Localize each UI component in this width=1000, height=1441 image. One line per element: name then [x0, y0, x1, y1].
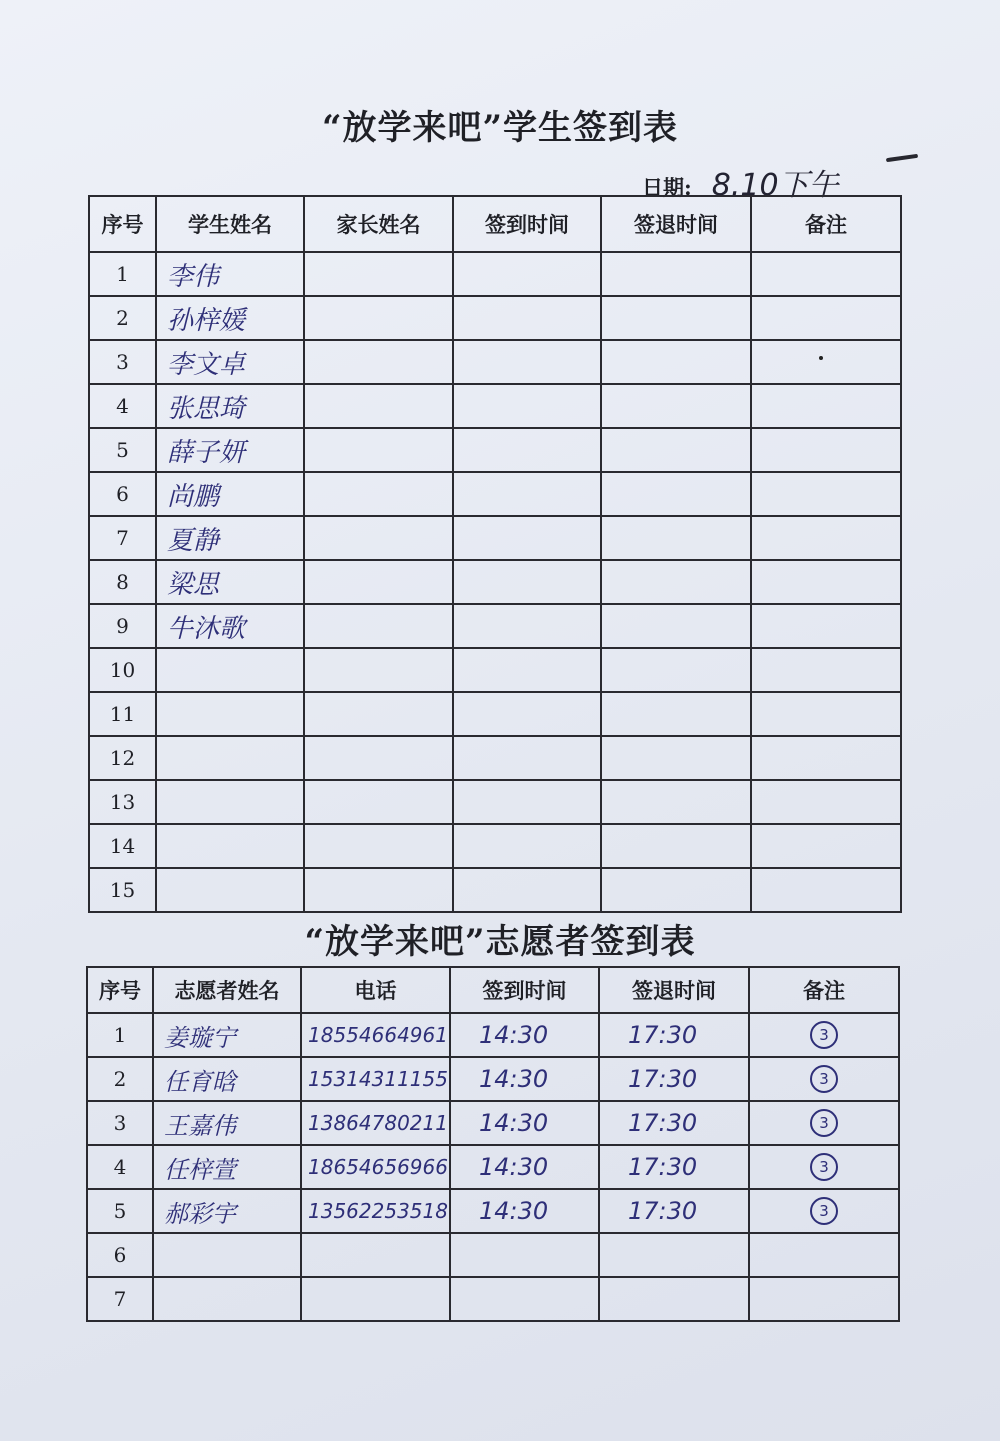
sign-out-time: 17:30 — [599, 1145, 749, 1189]
circled-number: 3 — [810, 1065, 838, 1093]
student-name: 孙梓媛 — [156, 296, 304, 340]
sign-in-cell — [453, 252, 601, 296]
row-number: 13 — [89, 780, 156, 824]
row-number: 6 — [89, 472, 156, 516]
table-row — [87, 1101, 899, 1145]
sign-in-cell — [453, 648, 601, 692]
table-row — [87, 1145, 899, 1189]
table-row — [87, 1277, 899, 1321]
sign-out-cell — [601, 780, 751, 824]
remark-cell — [749, 1013, 899, 1057]
sign-out-cell — [601, 428, 751, 472]
table-row — [89, 252, 901, 296]
date-value: 8.10下午 — [711, 168, 839, 203]
sign-in-cell — [453, 560, 601, 604]
sign-out-cell — [601, 384, 751, 428]
sign-in-cell — [453, 692, 601, 736]
remark-cell — [749, 1145, 899, 1189]
table-row — [89, 428, 901, 472]
student-header-row — [89, 196, 901, 252]
volunteer-name: 郝彩宇 — [153, 1189, 301, 1233]
pen-mark — [886, 154, 918, 162]
volunteer-header-row — [87, 967, 899, 1013]
student-sheet-title: “放学来吧”学生签到表 — [321, 108, 679, 148]
header-volunteer-name: 志愿者姓名 — [153, 967, 301, 1013]
sign-in-time — [450, 1233, 599, 1277]
parent-name-cell — [304, 648, 453, 692]
phone-number: 13562253518 — [301, 1189, 450, 1233]
row-number: 4 — [87, 1145, 153, 1189]
row-number: 7 — [89, 516, 156, 560]
remark-cell — [751, 692, 901, 736]
sign-out-time — [599, 1277, 749, 1321]
header-remark: 备注 — [751, 196, 901, 252]
sign-in-time — [450, 1277, 599, 1321]
sign-out-time: 17:30 — [599, 1013, 749, 1057]
row-number: 1 — [89, 252, 156, 296]
sign-out-cell — [601, 604, 751, 648]
table-row — [89, 824, 901, 868]
sign-out-time — [599, 1233, 749, 1277]
student-name: 夏静 — [156, 516, 304, 560]
remark-cell — [751, 736, 901, 780]
parent-name-cell — [304, 516, 453, 560]
parent-name-cell — [304, 340, 453, 384]
sign-out-cell — [601, 340, 751, 384]
student-name — [156, 736, 304, 780]
remark-cell — [751, 384, 901, 428]
circled-number: 3 — [810, 1197, 838, 1225]
sign-in-cell — [453, 472, 601, 516]
phone-number: 15314311155 — [301, 1057, 450, 1101]
table-row — [87, 1233, 899, 1277]
sign-out-cell — [601, 868, 751, 912]
circled-number: 3 — [810, 1153, 838, 1181]
sign-in-cell — [453, 384, 601, 428]
sign-out-time: 17:30 — [599, 1189, 749, 1233]
phone-number — [301, 1233, 450, 1277]
student-name: 张思琦 — [156, 384, 304, 428]
sign-in-cell — [453, 824, 601, 868]
volunteer-name — [153, 1277, 301, 1321]
header-sign-in-time: 签到时间 — [450, 967, 599, 1013]
parent-name-cell — [304, 604, 453, 648]
parent-name-cell — [304, 736, 453, 780]
remark-cell — [751, 560, 901, 604]
table-row — [89, 780, 901, 824]
parent-name-cell — [304, 296, 453, 340]
sign-in-cell — [453, 296, 601, 340]
header-sign-out-time: 签退时间 — [599, 967, 749, 1013]
student-name — [156, 868, 304, 912]
table-row — [89, 692, 901, 736]
remark-cell — [751, 472, 901, 516]
parent-name-cell — [304, 824, 453, 868]
phone-number: 18654656966 — [301, 1145, 450, 1189]
header-no: 序号 — [87, 967, 153, 1013]
remark-cell — [751, 516, 901, 560]
header-sign-out-time: 签退时间 — [601, 196, 751, 252]
row-number: 10 — [89, 648, 156, 692]
sign-in-cell — [453, 868, 601, 912]
table-row — [89, 604, 901, 648]
remark-cell — [751, 780, 901, 824]
remark-cell — [751, 252, 901, 296]
row-number: 7 — [87, 1277, 153, 1321]
table-row — [87, 1013, 899, 1057]
ink-dot — [819, 356, 823, 360]
remark-cell — [751, 340, 901, 384]
sign-in-time: 14:30 — [450, 1101, 599, 1145]
volunteer-name: 任育晗 — [153, 1057, 301, 1101]
remark-cell — [751, 428, 901, 472]
date-label: 日期: — [642, 175, 692, 200]
student-name: 尚鹏 — [156, 472, 304, 516]
sign-in-time: 14:30 — [450, 1057, 599, 1101]
student-table — [88, 195, 902, 913]
header-no: 序号 — [89, 196, 156, 252]
student-name: 梁思 — [156, 560, 304, 604]
header-remark: 备注 — [749, 967, 899, 1013]
student-name: 薛子妍 — [156, 428, 304, 472]
remark-cell — [749, 1277, 899, 1321]
volunteer-name: 姜璇宁 — [153, 1013, 301, 1057]
student-name: 牛沐歌 — [156, 604, 304, 648]
row-number: 1 — [87, 1013, 153, 1057]
sign-in-time: 14:30 — [450, 1145, 599, 1189]
sign-out-cell — [601, 516, 751, 560]
parent-name-cell — [304, 384, 453, 428]
parent-name-cell — [304, 252, 453, 296]
parent-name-cell — [304, 692, 453, 736]
remark-cell — [749, 1057, 899, 1101]
row-number: 8 — [89, 560, 156, 604]
parent-name-cell — [304, 472, 453, 516]
table-row — [89, 296, 901, 340]
table-row — [89, 516, 901, 560]
volunteer-name: 王嘉伟 — [153, 1101, 301, 1145]
student-name — [156, 780, 304, 824]
sign-out-cell — [601, 692, 751, 736]
student-name — [156, 692, 304, 736]
volunteer-name — [153, 1233, 301, 1277]
table-row — [89, 472, 901, 516]
header-phone: 电话 — [301, 967, 450, 1013]
phone-number — [301, 1277, 450, 1321]
remark-cell — [751, 648, 901, 692]
table-row — [87, 1189, 899, 1233]
table-row — [89, 340, 901, 384]
sign-out-cell — [601, 472, 751, 516]
row-number: 3 — [89, 340, 156, 384]
sign-in-cell — [453, 736, 601, 780]
table-row — [89, 560, 901, 604]
student-name: 李伟 — [156, 252, 304, 296]
sign-out-cell — [601, 296, 751, 340]
table-row — [87, 1057, 899, 1101]
phone-number: 18554664961 — [301, 1013, 450, 1057]
sign-in-cell — [453, 780, 601, 824]
remark-cell — [751, 868, 901, 912]
remark-cell — [749, 1101, 899, 1145]
sign-out-cell — [601, 824, 751, 868]
header-sign-in-time: 签到时间 — [453, 196, 601, 252]
row-number: 12 — [89, 736, 156, 780]
header-student-name: 学生姓名 — [156, 196, 304, 252]
row-number: 5 — [87, 1189, 153, 1233]
student-name: 李文卓 — [156, 340, 304, 384]
sign-out-time: 17:30 — [599, 1101, 749, 1145]
sign-out-time: 17:30 — [599, 1057, 749, 1101]
table-row — [89, 384, 901, 428]
row-number: 14 — [89, 824, 156, 868]
sign-in-cell — [453, 516, 601, 560]
circled-number: 3 — [810, 1109, 838, 1137]
remark-cell — [751, 824, 901, 868]
sign-out-cell — [601, 252, 751, 296]
remark-cell — [749, 1189, 899, 1233]
row-number: 6 — [87, 1233, 153, 1277]
student-name — [156, 824, 304, 868]
sign-out-cell — [601, 648, 751, 692]
parent-name-cell — [304, 868, 453, 912]
table-row — [89, 868, 901, 912]
row-number: 15 — [89, 868, 156, 912]
volunteer-table — [86, 966, 900, 1322]
sign-in-cell — [453, 428, 601, 472]
volunteer-sheet-title: “放学来吧”志愿者签到表 — [304, 922, 696, 962]
sign-out-cell — [601, 560, 751, 604]
sign-in-time: 14:30 — [450, 1013, 599, 1057]
sign-in-cell — [453, 340, 601, 384]
remark-cell — [751, 604, 901, 648]
sign-in-time: 14:30 — [450, 1189, 599, 1233]
header-parent-name: 家长姓名 — [304, 196, 453, 252]
volunteer-name: 任梓萱 — [153, 1145, 301, 1189]
row-number: 9 — [89, 604, 156, 648]
parent-name-cell — [304, 428, 453, 472]
table-row — [89, 648, 901, 692]
parent-name-cell — [304, 560, 453, 604]
phone-number: 13864780211 — [301, 1101, 450, 1145]
row-number: 2 — [87, 1057, 153, 1101]
remark-cell — [749, 1233, 899, 1277]
circled-number: 3 — [810, 1021, 838, 1049]
row-number: 11 — [89, 692, 156, 736]
parent-name-cell — [304, 780, 453, 824]
table-row — [89, 736, 901, 780]
student-name — [156, 648, 304, 692]
row-number: 4 — [89, 384, 156, 428]
row-number: 5 — [89, 428, 156, 472]
row-number: 2 — [89, 296, 156, 340]
remark-cell — [751, 296, 901, 340]
sign-out-cell — [601, 736, 751, 780]
row-number: 3 — [87, 1101, 153, 1145]
sign-in-cell — [453, 604, 601, 648]
